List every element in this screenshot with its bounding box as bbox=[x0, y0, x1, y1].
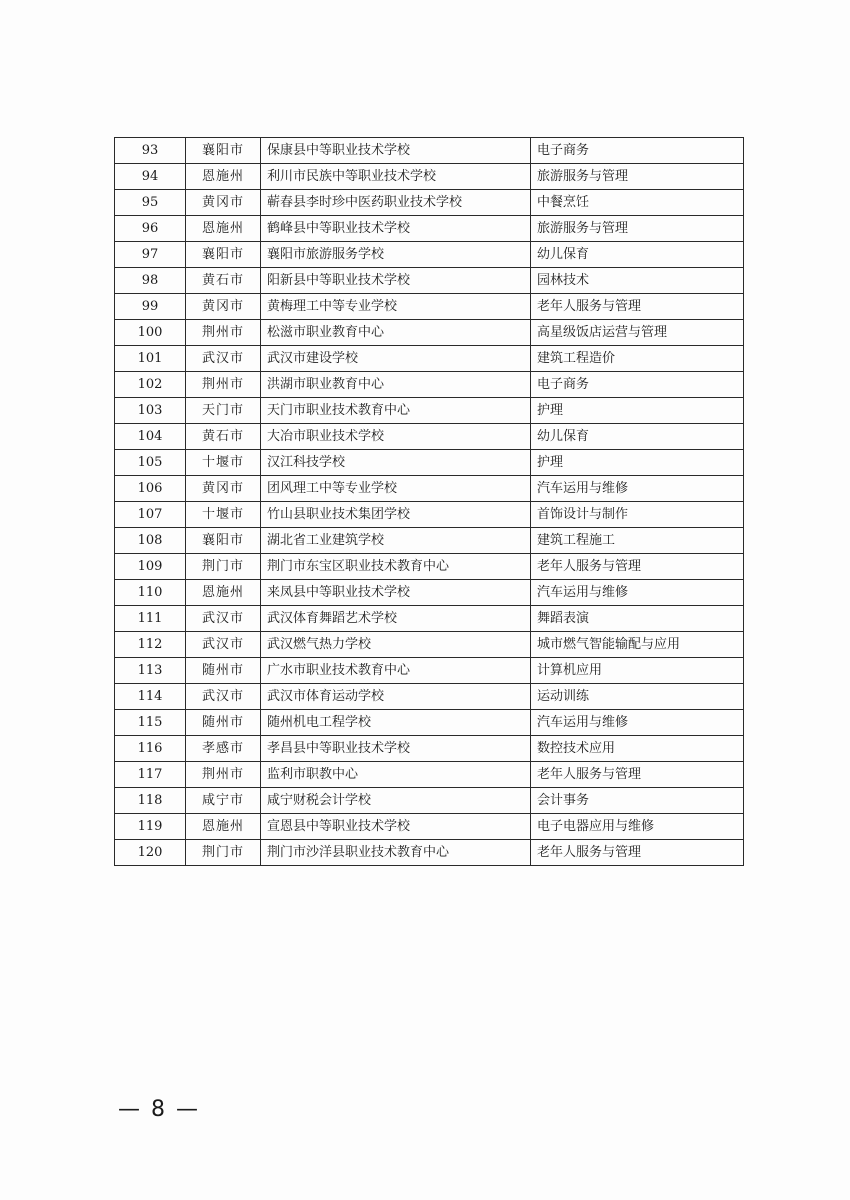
major-cell: 旅游服务与管理 bbox=[531, 164, 744, 190]
city-cell: 咸宁市 bbox=[186, 788, 261, 814]
major-cell: 汽车运用与维修 bbox=[531, 710, 744, 736]
row-number: 103 bbox=[115, 398, 186, 424]
city-cell: 恩施州 bbox=[186, 164, 261, 190]
table-row bbox=[115, 710, 744, 736]
table-row bbox=[115, 450, 744, 476]
major-cell: 高星级饭店运营与管理 bbox=[531, 320, 744, 346]
row-number: 100 bbox=[115, 320, 186, 346]
major-cell: 护理 bbox=[531, 398, 744, 424]
school-name-cell: 阳新县中等职业技术学校 bbox=[261, 268, 531, 294]
school-name-cell: 襄阳市旅游服务学校 bbox=[261, 242, 531, 268]
page-number: — 8 — bbox=[118, 1097, 200, 1122]
table-row bbox=[115, 840, 744, 866]
table-row bbox=[115, 580, 744, 606]
city-cell: 襄阳市 bbox=[186, 528, 261, 554]
city-cell: 随州市 bbox=[186, 658, 261, 684]
row-number: 101 bbox=[115, 346, 186, 372]
major-cell: 中餐烹饪 bbox=[531, 190, 744, 216]
major-cell: 数控技术应用 bbox=[531, 736, 744, 762]
row-number: 102 bbox=[115, 372, 186, 398]
row-number: 106 bbox=[115, 476, 186, 502]
school-name-cell: 武汉市建设学校 bbox=[261, 346, 531, 372]
row-number: 115 bbox=[115, 710, 186, 736]
table-row bbox=[115, 736, 744, 762]
major-cell: 幼儿保育 bbox=[531, 424, 744, 450]
school-name-cell: 保康县中等职业技术学校 bbox=[261, 138, 531, 164]
major-cell: 计算机应用 bbox=[531, 658, 744, 684]
school-name-cell: 湖北省工业建筑学校 bbox=[261, 528, 531, 554]
major-cell: 电子商务 bbox=[531, 138, 744, 164]
school-name-cell: 洪湖市职业教育中心 bbox=[261, 372, 531, 398]
city-cell: 黄冈市 bbox=[186, 476, 261, 502]
city-cell: 荆州市 bbox=[186, 320, 261, 346]
table-row bbox=[115, 164, 744, 190]
row-number: 110 bbox=[115, 580, 186, 606]
city-cell: 恩施州 bbox=[186, 580, 261, 606]
table-body bbox=[115, 138, 744, 866]
school-name-cell: 武汉市体育运动学校 bbox=[261, 684, 531, 710]
city-cell: 十堰市 bbox=[186, 450, 261, 476]
school-name-cell: 武汉燃气热力学校 bbox=[261, 632, 531, 658]
table-row bbox=[115, 398, 744, 424]
school-name-cell: 广水市职业技术教育中心 bbox=[261, 658, 531, 684]
city-cell: 孝感市 bbox=[186, 736, 261, 762]
city-cell: 黄石市 bbox=[186, 268, 261, 294]
major-cell: 建筑工程造价 bbox=[531, 346, 744, 372]
major-cell: 首饰设计与制作 bbox=[531, 502, 744, 528]
row-number: 108 bbox=[115, 528, 186, 554]
major-cell: 园林技术 bbox=[531, 268, 744, 294]
city-cell: 黄冈市 bbox=[186, 294, 261, 320]
row-number: 112 bbox=[115, 632, 186, 658]
school-name-cell: 荆门市沙洋县职业技术教育中心 bbox=[261, 840, 531, 866]
city-cell: 荆门市 bbox=[186, 840, 261, 866]
major-cell: 汽车运用与维修 bbox=[531, 580, 744, 606]
table-row bbox=[115, 528, 744, 554]
row-number: 93 bbox=[115, 138, 186, 164]
school-name-cell: 天门市职业技术教育中心 bbox=[261, 398, 531, 424]
school-name-cell: 孝昌县中等职业技术学校 bbox=[261, 736, 531, 762]
row-number: 97 bbox=[115, 242, 186, 268]
table-row bbox=[115, 346, 744, 372]
major-cell: 老年人服务与管理 bbox=[531, 840, 744, 866]
major-cell: 建筑工程施工 bbox=[531, 528, 744, 554]
major-cell: 旅游服务与管理 bbox=[531, 216, 744, 242]
major-cell: 舞蹈表演 bbox=[531, 606, 744, 632]
row-number: 118 bbox=[115, 788, 186, 814]
city-cell: 武汉市 bbox=[186, 606, 261, 632]
major-cell: 运动训练 bbox=[531, 684, 744, 710]
city-cell: 武汉市 bbox=[186, 346, 261, 372]
table-row bbox=[115, 294, 744, 320]
school-name-cell: 来凤县中等职业技术学校 bbox=[261, 580, 531, 606]
row-number: 104 bbox=[115, 424, 186, 450]
major-cell: 护理 bbox=[531, 450, 744, 476]
row-number: 98 bbox=[115, 268, 186, 294]
row-number: 109 bbox=[115, 554, 186, 580]
table-row bbox=[115, 216, 744, 242]
row-number: 117 bbox=[115, 762, 186, 788]
row-number: 116 bbox=[115, 736, 186, 762]
row-number: 113 bbox=[115, 658, 186, 684]
city-cell: 黄石市 bbox=[186, 424, 261, 450]
major-cell: 老年人服务与管理 bbox=[531, 294, 744, 320]
table-row bbox=[115, 476, 744, 502]
city-cell: 恩施州 bbox=[186, 216, 261, 242]
row-number: 96 bbox=[115, 216, 186, 242]
table-row bbox=[115, 268, 744, 294]
row-number: 114 bbox=[115, 684, 186, 710]
table-row bbox=[115, 606, 744, 632]
table-row bbox=[115, 658, 744, 684]
row-number: 107 bbox=[115, 502, 186, 528]
row-number: 119 bbox=[115, 814, 186, 840]
school-major-table bbox=[114, 137, 744, 866]
city-cell: 随州市 bbox=[186, 710, 261, 736]
school-name-cell: 竹山县职业技术集团学校 bbox=[261, 502, 531, 528]
major-cell: 老年人服务与管理 bbox=[531, 554, 744, 580]
school-name-cell: 汉江科技学校 bbox=[261, 450, 531, 476]
table-row bbox=[115, 814, 744, 840]
table-row bbox=[115, 138, 744, 164]
school-name-cell: 监利市职教中心 bbox=[261, 762, 531, 788]
table-row bbox=[115, 684, 744, 710]
school-name-cell: 大冶市职业技术学校 bbox=[261, 424, 531, 450]
city-cell: 襄阳市 bbox=[186, 242, 261, 268]
row-number: 105 bbox=[115, 450, 186, 476]
table-row bbox=[115, 190, 744, 216]
major-cell: 幼儿保育 bbox=[531, 242, 744, 268]
school-name-cell: 随州机电工程学校 bbox=[261, 710, 531, 736]
row-number: 95 bbox=[115, 190, 186, 216]
city-cell: 荆州市 bbox=[186, 372, 261, 398]
city-cell: 天门市 bbox=[186, 398, 261, 424]
table-row bbox=[115, 242, 744, 268]
city-cell: 武汉市 bbox=[186, 632, 261, 658]
table-row bbox=[115, 320, 744, 346]
school-name-cell: 黄梅理工中等专业学校 bbox=[261, 294, 531, 320]
table-row bbox=[115, 424, 744, 450]
city-cell: 荆门市 bbox=[186, 554, 261, 580]
city-cell: 荆州市 bbox=[186, 762, 261, 788]
school-name-cell: 蕲春县李时珍中医药职业技术学校 bbox=[261, 190, 531, 216]
school-name-cell: 松滋市职业教育中心 bbox=[261, 320, 531, 346]
school-name-cell: 咸宁财税会计学校 bbox=[261, 788, 531, 814]
city-cell: 襄阳市 bbox=[186, 138, 261, 164]
school-name-cell: 团风理工中等专业学校 bbox=[261, 476, 531, 502]
school-name-cell: 利川市民族中等职业技术学校 bbox=[261, 164, 531, 190]
city-cell: 武汉市 bbox=[186, 684, 261, 710]
major-cell: 电子商务 bbox=[531, 372, 744, 398]
major-cell: 电子电器应用与维修 bbox=[531, 814, 744, 840]
table-row bbox=[115, 788, 744, 814]
table-row bbox=[115, 762, 744, 788]
city-cell: 恩施州 bbox=[186, 814, 261, 840]
school-name-cell: 荆门市东宝区职业技术教育中心 bbox=[261, 554, 531, 580]
city-cell: 黄冈市 bbox=[186, 190, 261, 216]
school-name-cell: 武汉体育舞蹈艺术学校 bbox=[261, 606, 531, 632]
table-row bbox=[115, 632, 744, 658]
major-cell: 城市燃气智能输配与应用 bbox=[531, 632, 744, 658]
major-cell: 会计事务 bbox=[531, 788, 744, 814]
school-name-cell: 鹤峰县中等职业技术学校 bbox=[261, 216, 531, 242]
table-row bbox=[115, 554, 744, 580]
school-name-cell: 宣恩县中等职业技术学校 bbox=[261, 814, 531, 840]
city-cell: 十堰市 bbox=[186, 502, 261, 528]
row-number: 111 bbox=[115, 606, 186, 632]
row-number: 120 bbox=[115, 840, 186, 866]
major-cell: 汽车运用与维修 bbox=[531, 476, 744, 502]
row-number: 99 bbox=[115, 294, 186, 320]
table-row bbox=[115, 502, 744, 528]
table-row bbox=[115, 372, 744, 398]
major-cell: 老年人服务与管理 bbox=[531, 762, 744, 788]
row-number: 94 bbox=[115, 164, 186, 190]
